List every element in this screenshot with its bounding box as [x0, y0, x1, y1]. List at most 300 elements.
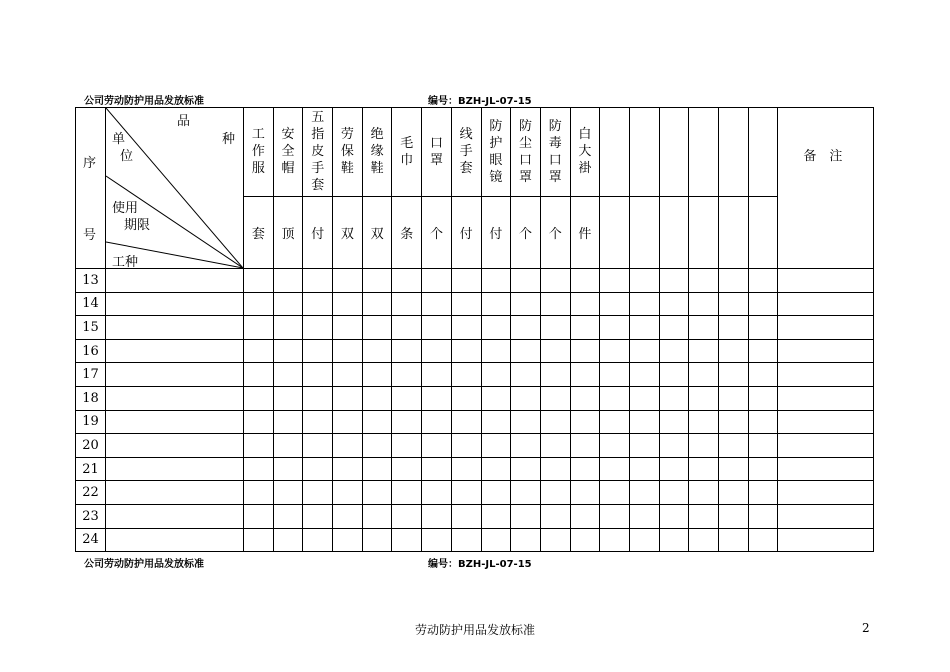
table-cell[interactable]: [659, 481, 689, 505]
table-cell[interactable]: [600, 363, 630, 387]
table-cell[interactable]: [511, 504, 541, 528]
table-cell[interactable]: [748, 481, 778, 505]
table-cell[interactable]: [778, 316, 874, 340]
table-row: [76, 292, 874, 316]
item-name-cell: [333, 108, 363, 197]
table-cell[interactable]: [303, 386, 333, 410]
table-cell[interactable]: [362, 481, 392, 505]
table-cell[interactable]: [392, 386, 422, 410]
table-cell[interactable]: [778, 410, 874, 434]
table-cell[interactable]: [748, 269, 778, 293]
table-cell[interactable]: [392, 363, 422, 387]
table-cell[interactable]: [511, 339, 541, 363]
item-unit: 套: [244, 196, 274, 268]
table-cell[interactable]: [600, 292, 630, 316]
table-cell[interactable]: [659, 504, 689, 528]
table-cell[interactable]: [629, 386, 659, 410]
table-cell[interactable]: [333, 269, 363, 293]
table-cell[interactable]: [106, 528, 244, 552]
table-cell[interactable]: [333, 292, 363, 316]
table-cell[interactable]: [273, 457, 303, 481]
table-cell[interactable]: [303, 504, 333, 528]
table-cell[interactable]: [540, 386, 570, 410]
table-cell[interactable]: [689, 410, 719, 434]
table-row: [76, 269, 874, 293]
ppe-distribution-table: [75, 107, 874, 552]
table-cell[interactable]: [392, 269, 422, 293]
table-cell[interactable]: [689, 363, 719, 387]
table-cell[interactable]: [540, 269, 570, 293]
table-cell[interactable]: [422, 386, 452, 410]
table-cell[interactable]: [273, 386, 303, 410]
table-cell[interactable]: [303, 363, 333, 387]
form-title-bottom: 公司劳动防护用品发放标准: [84, 559, 204, 570]
row-number: 15: [76, 316, 106, 340]
table-cell[interactable]: [570, 339, 600, 363]
table-cell[interactable]: [362, 410, 392, 434]
table-cell[interactable]: [392, 528, 422, 552]
table-cell[interactable]: [303, 528, 333, 552]
table-cell[interactable]: [719, 504, 749, 528]
table-cell[interactable]: [244, 528, 274, 552]
table-cell[interactable]: [481, 504, 511, 528]
table-cell[interactable]: [778, 292, 874, 316]
table-cell[interactable]: [540, 528, 570, 552]
table-cell[interactable]: [451, 386, 481, 410]
table-cell[interactable]: [600, 457, 630, 481]
table-cell[interactable]: [303, 316, 333, 340]
table-cell[interactable]: [451, 504, 481, 528]
table-cell[interactable]: [422, 363, 452, 387]
item-name-cell: [689, 108, 719, 197]
table-cell[interactable]: [778, 504, 874, 528]
item-name-cell: [392, 108, 422, 197]
table-cell[interactable]: [719, 269, 749, 293]
corner-label-zhong: 种: [222, 132, 236, 147]
table-cell[interactable]: [422, 481, 452, 505]
table-cell[interactable]: [659, 528, 689, 552]
item-name: 五指皮手套: [311, 110, 325, 194]
table-cell[interactable]: [333, 410, 363, 434]
table-cell[interactable]: [273, 410, 303, 434]
table-cell[interactable]: [481, 269, 511, 293]
item-unit: 付: [303, 196, 333, 268]
form-code: 编号：BZH-JL-07-15: [428, 96, 532, 107]
table-cell[interactable]: [689, 481, 719, 505]
table-cell[interactable]: [629, 457, 659, 481]
row-number: 20: [76, 434, 106, 458]
table-row: [76, 339, 874, 363]
table-cell[interactable]: [273, 363, 303, 387]
table-cell[interactable]: [719, 481, 749, 505]
table-cell[interactable]: [719, 410, 749, 434]
table-cell[interactable]: [106, 269, 244, 293]
table-cell[interactable]: [540, 410, 570, 434]
table-cell[interactable]: [333, 504, 363, 528]
table-cell[interactable]: [362, 457, 392, 481]
table-cell[interactable]: [689, 528, 719, 552]
table-cell[interactable]: [778, 339, 874, 363]
header-row-items: [76, 108, 874, 197]
table-cell[interactable]: [392, 316, 422, 340]
table-cell[interactable]: [392, 434, 422, 458]
table-cell[interactable]: [392, 481, 422, 505]
table-cell[interactable]: [451, 410, 481, 434]
item-name: 防尘口罩: [519, 118, 533, 185]
table-cell[interactable]: [392, 504, 422, 528]
table-cell[interactable]: [106, 410, 244, 434]
table-cell[interactable]: [570, 316, 600, 340]
item-unit: [719, 196, 749, 268]
table-cell[interactable]: [273, 434, 303, 458]
table-cell[interactable]: [451, 481, 481, 505]
item-name: 白大褂: [578, 127, 592, 177]
item-name-cell: [273, 108, 303, 197]
seq-label-bottom: 号: [83, 228, 97, 243]
table-cell[interactable]: [333, 528, 363, 552]
table-cell[interactable]: [600, 528, 630, 552]
table-cell[interactable]: [778, 434, 874, 458]
table-cell[interactable]: [451, 363, 481, 387]
table-cell[interactable]: [570, 457, 600, 481]
table-cell[interactable]: [600, 434, 630, 458]
table-cell[interactable]: [659, 339, 689, 363]
table-cell[interactable]: [333, 339, 363, 363]
table-cell[interactable]: [362, 292, 392, 316]
table-cell[interactable]: [244, 504, 274, 528]
table-cell[interactable]: [333, 457, 363, 481]
table-row: [76, 457, 874, 481]
table-cell[interactable]: [748, 339, 778, 363]
table-cell[interactable]: [689, 339, 719, 363]
table-cell[interactable]: [689, 386, 719, 410]
table-cell[interactable]: [451, 434, 481, 458]
table-cell[interactable]: [719, 386, 749, 410]
table-cell[interactable]: [778, 269, 874, 293]
table-cell[interactable]: [481, 457, 511, 481]
table-cell[interactable]: [629, 316, 659, 340]
table-cell[interactable]: [303, 434, 333, 458]
table-cell[interactable]: [362, 316, 392, 340]
table-cell[interactable]: [422, 292, 452, 316]
table-cell[interactable]: [451, 528, 481, 552]
table-cell[interactable]: [629, 504, 659, 528]
item-unit: 个: [540, 196, 570, 268]
table-cell[interactable]: [629, 269, 659, 293]
table-cell[interactable]: [303, 457, 333, 481]
table-cell[interactable]: [106, 481, 244, 505]
table-cell[interactable]: [748, 434, 778, 458]
table-row: [76, 481, 874, 505]
table-cell[interactable]: [540, 292, 570, 316]
table-cell[interactable]: [540, 481, 570, 505]
row-number: 19: [76, 410, 106, 434]
table-cell[interactable]: [778, 457, 874, 481]
corner-label-shiyong: 使用: [112, 201, 139, 216]
table-cell[interactable]: [748, 410, 778, 434]
table-cell[interactable]: [392, 410, 422, 434]
table-cell[interactable]: [689, 504, 719, 528]
table-cell[interactable]: [106, 292, 244, 316]
table-row: [76, 386, 874, 410]
table-cell[interactable]: [748, 386, 778, 410]
table-cell[interactable]: [303, 292, 333, 316]
table-cell[interactable]: [719, 457, 749, 481]
table-cell[interactable]: [451, 269, 481, 293]
table-cell[interactable]: [600, 386, 630, 410]
table-cell[interactable]: [600, 481, 630, 505]
table-cell[interactable]: [481, 316, 511, 340]
table-cell[interactable]: [273, 316, 303, 340]
item-name-cell: [362, 108, 392, 197]
table-cell[interactable]: [333, 386, 363, 410]
table-cell[interactable]: [540, 363, 570, 387]
table-cell[interactable]: [106, 386, 244, 410]
table-cell[interactable]: [540, 504, 570, 528]
item-name-cell: [303, 108, 333, 197]
table-cell[interactable]: [748, 316, 778, 340]
table-cell[interactable]: [659, 363, 689, 387]
item-unit: [629, 196, 659, 268]
table-cell[interactable]: [689, 316, 719, 340]
row-number: 16: [76, 339, 106, 363]
item-name-cell: [659, 108, 689, 197]
table-cell[interactable]: [362, 434, 392, 458]
table-cell[interactable]: [511, 316, 541, 340]
page-number: 2: [862, 621, 870, 635]
table-cell[interactable]: [333, 316, 363, 340]
table-cell[interactable]: [629, 292, 659, 316]
table-cell[interactable]: [511, 386, 541, 410]
table-cell[interactable]: [303, 269, 333, 293]
table-cell[interactable]: [600, 504, 630, 528]
table-cell[interactable]: [481, 481, 511, 505]
item-name-cell: [244, 108, 274, 197]
table-cell[interactable]: [244, 481, 274, 505]
table-cell[interactable]: [422, 316, 452, 340]
table-cell[interactable]: [778, 481, 874, 505]
row-number: 24: [76, 528, 106, 552]
table-cell[interactable]: [659, 316, 689, 340]
item-name-cell: [422, 108, 452, 197]
table-cell[interactable]: [422, 339, 452, 363]
table-cell[interactable]: [106, 339, 244, 363]
table-cell[interactable]: [422, 269, 452, 293]
table-cell[interactable]: [362, 269, 392, 293]
item-name: 毛巾: [400, 135, 414, 168]
table-cell[interactable]: [422, 410, 452, 434]
table-cell[interactable]: [570, 386, 600, 410]
corner-label-pin: 品: [177, 114, 191, 129]
table-cell[interactable]: [570, 504, 600, 528]
table-cell[interactable]: [244, 269, 274, 293]
table-cell[interactable]: [106, 316, 244, 340]
form-code-bottom: 编号：BZH-JL-07-15: [428, 559, 532, 570]
item-unit: 个: [422, 196, 452, 268]
table-cell[interactable]: [362, 386, 392, 410]
table-cell[interactable]: [273, 504, 303, 528]
table-cell[interactable]: [106, 504, 244, 528]
table-row: [76, 363, 874, 387]
table-cell[interactable]: [392, 292, 422, 316]
table-cell[interactable]: [600, 339, 630, 363]
table-cell[interactable]: [244, 292, 274, 316]
table-cell[interactable]: [659, 386, 689, 410]
table-cell[interactable]: [481, 528, 511, 552]
table-cell[interactable]: [451, 292, 481, 316]
table-cell[interactable]: [719, 434, 749, 458]
table-cell[interactable]: [511, 363, 541, 387]
table-cell[interactable]: [719, 363, 749, 387]
table-cell[interactable]: [422, 434, 452, 458]
table-cell[interactable]: [659, 269, 689, 293]
table-cell[interactable]: [244, 386, 274, 410]
table-cell[interactable]: [570, 363, 600, 387]
table-cell[interactable]: [481, 386, 511, 410]
row-number: 23: [76, 504, 106, 528]
table-cell[interactable]: [244, 363, 274, 387]
table-cell[interactable]: [570, 528, 600, 552]
table-cell[interactable]: [719, 292, 749, 316]
table-cell[interactable]: [689, 269, 719, 293]
table-cell[interactable]: [451, 316, 481, 340]
table-cell[interactable]: [719, 316, 749, 340]
remarks-label: 备 注: [803, 149, 843, 164]
table-cell[interactable]: [511, 269, 541, 293]
corner-label-wei: 位: [120, 149, 134, 164]
table-cell[interactable]: [273, 292, 303, 316]
table-cell[interactable]: [273, 528, 303, 552]
item-name: 口罩: [429, 135, 443, 168]
table-cell[interactable]: [570, 481, 600, 505]
table-cell[interactable]: [362, 339, 392, 363]
table-cell[interactable]: [451, 457, 481, 481]
corner-label-dan: 单: [112, 132, 126, 147]
table-cell[interactable]: [244, 457, 274, 481]
table-cell[interactable]: [600, 410, 630, 434]
table-cell[interactable]: [244, 410, 274, 434]
table-cell[interactable]: [540, 434, 570, 458]
table-cell[interactable]: [273, 481, 303, 505]
table-cell[interactable]: [511, 457, 541, 481]
table-cell[interactable]: [748, 363, 778, 387]
table-cell[interactable]: [540, 316, 570, 340]
table-cell[interactable]: [540, 457, 570, 481]
table-cell[interactable]: [778, 363, 874, 387]
table-cell[interactable]: [511, 528, 541, 552]
table-cell[interactable]: [106, 434, 244, 458]
table-cell[interactable]: [629, 434, 659, 458]
table-cell[interactable]: [422, 457, 452, 481]
table-cell[interactable]: [719, 339, 749, 363]
corner-label-gongzhong: 工种: [112, 255, 139, 270]
table-cell[interactable]: [481, 363, 511, 387]
table-cell[interactable]: [392, 457, 422, 481]
table-cell[interactable]: [540, 339, 570, 363]
table-cell[interactable]: [748, 528, 778, 552]
table-cell[interactable]: [748, 457, 778, 481]
table-cell[interactable]: [511, 410, 541, 434]
table-cell[interactable]: [600, 269, 630, 293]
table-cell[interactable]: [570, 292, 600, 316]
table-cell[interactable]: [689, 292, 719, 316]
table-cell[interactable]: [629, 363, 659, 387]
table-cell[interactable]: [629, 410, 659, 434]
table-cell[interactable]: [273, 339, 303, 363]
table-cell[interactable]: [629, 339, 659, 363]
table-cell[interactable]: [481, 292, 511, 316]
table-cell[interactable]: [748, 292, 778, 316]
row-number: 14: [76, 292, 106, 316]
table-cell[interactable]: [362, 363, 392, 387]
table-cell[interactable]: [422, 504, 452, 528]
table-cell[interactable]: [689, 457, 719, 481]
table-cell[interactable]: [659, 410, 689, 434]
table-cell[interactable]: [570, 269, 600, 293]
table-cell[interactable]: [106, 363, 244, 387]
item-name-cell: [511, 108, 541, 197]
table-cell[interactable]: [333, 363, 363, 387]
table-cell[interactable]: [629, 528, 659, 552]
table-cell[interactable]: [451, 339, 481, 363]
item-unit: 双: [333, 196, 363, 268]
table-cell[interactable]: [392, 339, 422, 363]
table-cell[interactable]: [748, 504, 778, 528]
table-cell[interactable]: [481, 434, 511, 458]
table-cell[interactable]: [778, 528, 874, 552]
table-cell[interactable]: [303, 481, 333, 505]
table-cell[interactable]: [333, 434, 363, 458]
item-unit: 个: [511, 196, 541, 268]
table-cell[interactable]: [333, 481, 363, 505]
table-cell[interactable]: [659, 457, 689, 481]
table-cell[interactable]: [362, 528, 392, 552]
table-cell[interactable]: [422, 528, 452, 552]
table-cell[interactable]: [689, 434, 719, 458]
table-cell[interactable]: [570, 410, 600, 434]
table-cell[interactable]: [106, 457, 244, 481]
table-cell[interactable]: [511, 481, 541, 505]
table-cell[interactable]: [570, 434, 600, 458]
table-cell[interactable]: [273, 269, 303, 293]
table-cell[interactable]: [659, 292, 689, 316]
table-row: [76, 528, 874, 552]
table-cell[interactable]: [778, 386, 874, 410]
table-cell[interactable]: [629, 481, 659, 505]
table-row: [76, 316, 874, 340]
item-name-cell: [629, 108, 659, 197]
item-unit: [689, 196, 719, 268]
table-cell[interactable]: [481, 339, 511, 363]
item-name-cell: [748, 108, 778, 197]
table-cell[interactable]: [600, 316, 630, 340]
table-cell[interactable]: [659, 434, 689, 458]
table-cell[interactable]: [244, 316, 274, 340]
table-cell[interactable]: [303, 410, 333, 434]
table-cell[interactable]: [511, 434, 541, 458]
corner-label-qixian: 期限: [124, 218, 151, 233]
table-cell[interactable]: [244, 339, 274, 363]
item-name-cell: [719, 108, 749, 197]
table-cell[interactable]: [481, 410, 511, 434]
table-cell[interactable]: [719, 528, 749, 552]
table-row: [76, 410, 874, 434]
table-cell[interactable]: [303, 339, 333, 363]
table-cell[interactable]: [362, 504, 392, 528]
table-cell[interactable]: [511, 292, 541, 316]
table-cell[interactable]: [244, 434, 274, 458]
row-number: 21: [76, 457, 106, 481]
